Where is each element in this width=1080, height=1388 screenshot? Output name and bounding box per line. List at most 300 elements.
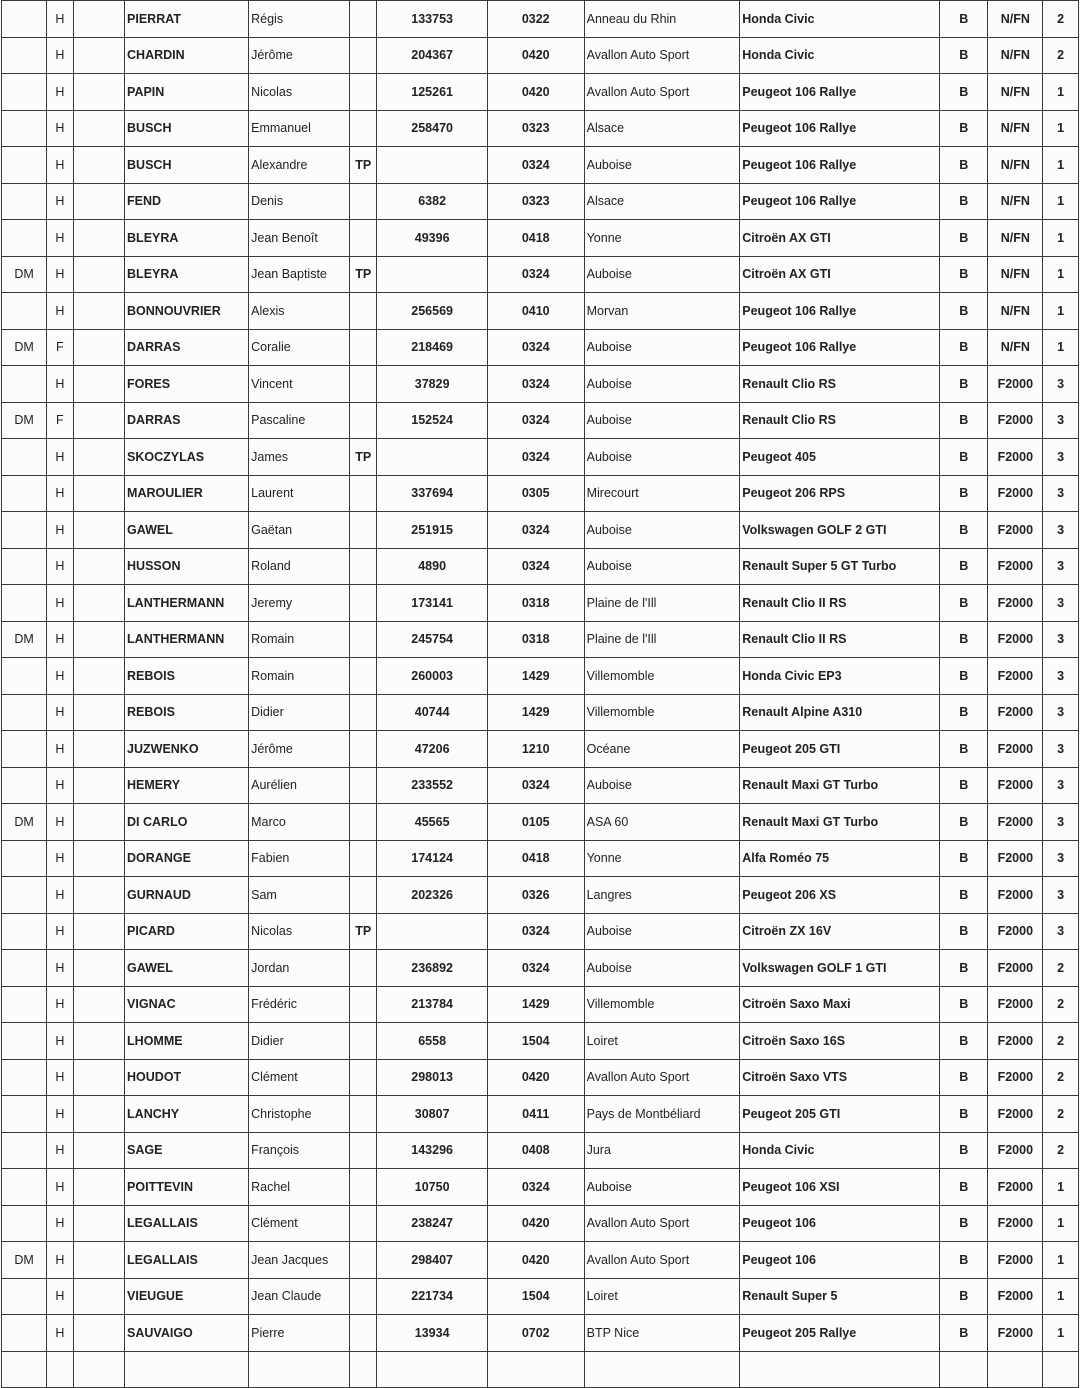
class-cell: 3 (1043, 548, 1079, 585)
last-name-cell: FEND (125, 183, 249, 220)
class-cell: 3 (1043, 402, 1079, 439)
group-cell: N/FN (988, 147, 1043, 184)
asa-name-cell: Océane (584, 731, 740, 768)
dm-cell (2, 913, 47, 950)
table-row (2, 183, 1079, 220)
group-cell: F2000 (988, 1315, 1043, 1352)
asa-name-cell: Auboise (584, 256, 740, 293)
group-cell: F2000 (988, 1242, 1043, 1279)
class-cell: 1 (1043, 1242, 1079, 1279)
class-cell: 2 (1043, 1096, 1079, 1133)
first-name-cell: Marco (249, 804, 350, 841)
asa-name-cell: Yonne (584, 220, 740, 257)
empty-cell (73, 1096, 125, 1133)
asa-name-cell: Auboise (584, 439, 740, 476)
sex-cell: H (47, 877, 73, 914)
tp-cell (350, 37, 377, 74)
class-cell: 3 (1043, 767, 1079, 804)
group-cell: F2000 (988, 621, 1043, 658)
asa-name-cell: Auboise (584, 1169, 740, 1206)
first-name-cell (249, 1351, 350, 1388)
licence-number-cell: 337694 (377, 475, 487, 512)
licence-number-cell: 152524 (377, 402, 487, 439)
car-model-cell: Peugeot 106 Rallye (740, 110, 940, 147)
group-cell: N/FN (988, 110, 1043, 147)
last-name-cell: SAGE (125, 1132, 249, 1169)
licence-number-cell: 233552 (377, 767, 487, 804)
licence-number-cell: 133753 (377, 1, 487, 38)
group-cell: F2000 (988, 1169, 1043, 1206)
empty-cell (73, 329, 125, 366)
group-cell: F2000 (988, 1205, 1043, 1242)
asa-name-cell: Avallon Auto Sport (584, 1242, 740, 1279)
empty-cell (73, 1169, 125, 1206)
licence-number-cell: 47206 (377, 731, 487, 768)
class-cell: 1 (1043, 147, 1079, 184)
dm-cell (2, 366, 47, 403)
asa-code-cell: 0324 (487, 767, 584, 804)
last-name-cell: REBOIS (125, 658, 249, 695)
asa-name-cell: Mirecourt (584, 475, 740, 512)
tp-cell (350, 329, 377, 366)
last-name-cell: LHOMME (125, 1023, 249, 1060)
empty-cell (73, 804, 125, 841)
licence-number-cell: 173141 (377, 585, 487, 622)
empty-cell (73, 658, 125, 695)
last-name-cell: LANTHERMANN (125, 585, 249, 622)
asa-name-cell: Auboise (584, 147, 740, 184)
asa-code-cell: 0324 (487, 329, 584, 366)
licence-number-cell (377, 439, 487, 476)
group-cell: N/FN (988, 329, 1043, 366)
sex-cell: H (47, 293, 73, 330)
tp-cell (350, 402, 377, 439)
licence-number-cell: 40744 (377, 694, 487, 731)
dm-cell (2, 512, 47, 549)
category-cell: B (940, 439, 988, 476)
licence-number-cell: 204367 (377, 37, 487, 74)
asa-name-cell: Pays de Montbéliard (584, 1096, 740, 1133)
asa-name-cell: Yonne (584, 840, 740, 877)
empty-cell (73, 366, 125, 403)
tp-cell (350, 731, 377, 768)
last-name-cell: BLEYRA (125, 220, 249, 257)
table-row (2, 512, 1079, 549)
dm-cell: DM (2, 256, 47, 293)
licence-number-cell: 37829 (377, 366, 487, 403)
licence-number-cell: 258470 (377, 110, 487, 147)
first-name-cell: Régis (249, 1, 350, 38)
group-cell: N/FN (988, 37, 1043, 74)
table-row (2, 986, 1079, 1023)
table-row (2, 1351, 1079, 1388)
car-model-cell: Peugeot 106 XSI (740, 1169, 940, 1206)
last-name-cell: BUSCH (125, 147, 249, 184)
tp-cell (350, 840, 377, 877)
empty-cell (73, 1, 125, 38)
car-model-cell: Renault Alpine A310 (740, 694, 940, 731)
asa-name-cell: Anneau du Rhin (584, 1, 740, 38)
first-name-cell: Didier (249, 694, 350, 731)
tp-cell: TP (350, 913, 377, 950)
category-cell: B (940, 402, 988, 439)
empty-cell (73, 913, 125, 950)
licence-number-cell: 236892 (377, 950, 487, 987)
empty-cell (73, 74, 125, 111)
empty-cell (73, 37, 125, 74)
last-name-cell: HUSSON (125, 548, 249, 585)
group-cell: F2000 (988, 1059, 1043, 1096)
table-row (2, 913, 1079, 950)
dm-cell: DM (2, 621, 47, 658)
category-cell: B (940, 1059, 988, 1096)
first-name-cell: Fabien (249, 840, 350, 877)
category-cell: B (940, 877, 988, 914)
group-cell: F2000 (988, 950, 1043, 987)
dm-cell (2, 1, 47, 38)
car-model-cell: Peugeot 205 Rallye (740, 1315, 940, 1352)
licence-number-cell: 10750 (377, 1169, 487, 1206)
tp-cell: TP (350, 256, 377, 293)
licence-number-cell: 143296 (377, 1132, 487, 1169)
category-cell: B (940, 110, 988, 147)
first-name-cell: Didier (249, 1023, 350, 1060)
first-name-cell: Pierre (249, 1315, 350, 1352)
asa-code-cell: 0420 (487, 1242, 584, 1279)
licence-number-cell: 174124 (377, 840, 487, 877)
dm-cell (2, 585, 47, 622)
sex-cell: F (47, 329, 73, 366)
empty-cell (73, 585, 125, 622)
group-cell: N/FN (988, 74, 1043, 111)
asa-code-cell: 0324 (487, 548, 584, 585)
dm-cell (2, 293, 47, 330)
dm-cell: DM (2, 1242, 47, 1279)
asa-code-cell: 0326 (487, 877, 584, 914)
last-name-cell: DARRAS (125, 329, 249, 366)
licence-number-cell: 125261 (377, 74, 487, 111)
category-cell: B (940, 475, 988, 512)
dm-cell (2, 1096, 47, 1133)
table-row (2, 840, 1079, 877)
asa-code-cell: 0418 (487, 220, 584, 257)
dm-cell (2, 1059, 47, 1096)
car-model-cell: Citroën AX GTI (740, 220, 940, 257)
sex-cell: H (47, 694, 73, 731)
table-row (2, 1242, 1079, 1279)
empty-cell (73, 950, 125, 987)
class-cell (1043, 1351, 1079, 1388)
group-cell: F2000 (988, 548, 1043, 585)
asa-code-cell: 0411 (487, 1096, 584, 1133)
class-cell: 2 (1043, 1023, 1079, 1060)
table-row (2, 293, 1079, 330)
category-cell: B (940, 1205, 988, 1242)
dm-cell (2, 1351, 47, 1388)
first-name-cell: Jean Claude (249, 1278, 350, 1315)
car-model-cell: Renault Super 5 (740, 1278, 940, 1315)
licence-number-cell (377, 913, 487, 950)
table-row (2, 439, 1079, 476)
table-body (2, 1, 1079, 1388)
class-cell: 1 (1043, 74, 1079, 111)
category-cell: B (940, 913, 988, 950)
asa-name-cell: ASA 60 (584, 804, 740, 841)
class-cell: 2 (1043, 1059, 1079, 1096)
licence-number-cell: 13934 (377, 1315, 487, 1352)
first-name-cell: Rachel (249, 1169, 350, 1206)
licence-number-cell: 251915 (377, 512, 487, 549)
category-cell: B (940, 767, 988, 804)
dm-cell (2, 37, 47, 74)
last-name-cell: SKOCZYLAS (125, 439, 249, 476)
table-row (2, 74, 1079, 111)
licence-number-cell: 245754 (377, 621, 487, 658)
asa-name-cell: Auboise (584, 329, 740, 366)
category-cell: B (940, 804, 988, 841)
first-name-cell: Emmanuel (249, 110, 350, 147)
group-cell: F2000 (988, 658, 1043, 695)
table-row (2, 329, 1079, 366)
class-cell: 1 (1043, 110, 1079, 147)
category-cell: B (940, 147, 988, 184)
asa-name-cell: Jura (584, 1132, 740, 1169)
entry-list-table (1, 0, 1079, 1388)
last-name-cell: DARRAS (125, 402, 249, 439)
sex-cell: H (47, 1132, 73, 1169)
class-cell: 2 (1043, 37, 1079, 74)
asa-name-cell: Villemomble (584, 694, 740, 731)
group-cell: F2000 (988, 366, 1043, 403)
sex-cell: H (47, 1169, 73, 1206)
class-cell: 3 (1043, 804, 1079, 841)
car-model-cell: Renault Super 5 GT Turbo (740, 548, 940, 585)
dm-cell (2, 1205, 47, 1242)
asa-name-cell: Plaine de l'Ill (584, 585, 740, 622)
asa-name-cell: Plaine de l'Ill (584, 621, 740, 658)
licence-number-cell: 221734 (377, 1278, 487, 1315)
tp-cell (350, 548, 377, 585)
last-name-cell (125, 1351, 249, 1388)
licence-number-cell: 213784 (377, 986, 487, 1023)
sex-cell: H (47, 1278, 73, 1315)
asa-name-cell: Auboise (584, 913, 740, 950)
dm-cell: DM (2, 804, 47, 841)
tp-cell (350, 694, 377, 731)
category-cell: B (940, 1096, 988, 1133)
asa-name-cell (584, 1351, 740, 1388)
group-cell: F2000 (988, 731, 1043, 768)
category-cell: B (940, 731, 988, 768)
sex-cell: H (47, 1059, 73, 1096)
dm-cell (2, 840, 47, 877)
asa-code-cell: 0408 (487, 1132, 584, 1169)
sex-cell: H (47, 256, 73, 293)
table-row (2, 366, 1079, 403)
asa-name-cell: Villemomble (584, 986, 740, 1023)
empty-cell (73, 548, 125, 585)
first-name-cell: Nicolas (249, 74, 350, 111)
dm-cell (2, 147, 47, 184)
category-cell: B (940, 950, 988, 987)
tp-cell (350, 986, 377, 1023)
group-cell: N/FN (988, 220, 1043, 257)
category-cell: B (940, 694, 988, 731)
sex-cell: H (47, 1096, 73, 1133)
car-model-cell: Peugeot 106 (740, 1205, 940, 1242)
first-name-cell: Clément (249, 1059, 350, 1096)
dm-cell (2, 220, 47, 257)
class-cell: 3 (1043, 621, 1079, 658)
empty-cell (73, 694, 125, 731)
asa-name-cell: Auboise (584, 767, 740, 804)
tp-cell (350, 1351, 377, 1388)
table-row (2, 475, 1079, 512)
car-model-cell: Peugeot 205 GTI (740, 731, 940, 768)
tp-cell (350, 475, 377, 512)
asa-code-cell: 1429 (487, 658, 584, 695)
tp-cell (350, 366, 377, 403)
asa-name-cell: Auboise (584, 402, 740, 439)
group-cell: N/FN (988, 1, 1043, 38)
dm-cell (2, 183, 47, 220)
car-model-cell: Renault Clio II RS (740, 585, 940, 622)
car-model-cell: Citroën ZX 16V (740, 913, 940, 950)
last-name-cell: BONNOUVRIER (125, 293, 249, 330)
sex-cell: H (47, 475, 73, 512)
asa-name-cell: Avallon Auto Sport (584, 1205, 740, 1242)
category-cell: B (940, 366, 988, 403)
last-name-cell: VIEUGUE (125, 1278, 249, 1315)
sex-cell: H (47, 37, 73, 74)
sex-cell: H (47, 1023, 73, 1060)
car-model-cell: Citroën Saxo 16S (740, 1023, 940, 1060)
asa-name-cell: Auboise (584, 548, 740, 585)
licence-number-cell: 49396 (377, 220, 487, 257)
asa-name-cell: BTP Nice (584, 1315, 740, 1352)
group-cell: F2000 (988, 840, 1043, 877)
table-row (2, 767, 1079, 804)
tp-cell (350, 621, 377, 658)
class-cell: 3 (1043, 585, 1079, 622)
table-row (2, 658, 1079, 695)
asa-code-cell: 0323 (487, 110, 584, 147)
asa-name-cell: Alsace (584, 110, 740, 147)
tp-cell: TP (350, 439, 377, 476)
asa-code-cell: 0324 (487, 366, 584, 403)
group-cell: F2000 (988, 439, 1043, 476)
category-cell: B (940, 37, 988, 74)
first-name-cell: Jean Benoît (249, 220, 350, 257)
asa-code-cell: 0702 (487, 1315, 584, 1352)
category-cell: B (940, 183, 988, 220)
group-cell: F2000 (988, 767, 1043, 804)
car-model-cell: Peugeot 205 GTI (740, 1096, 940, 1133)
dm-cell (2, 950, 47, 987)
dm-cell (2, 1023, 47, 1060)
tp-cell (350, 1242, 377, 1279)
empty-cell (73, 1315, 125, 1352)
table-row (2, 1059, 1079, 1096)
empty-cell (73, 220, 125, 257)
car-model-cell: Honda Civic EP3 (740, 658, 940, 695)
empty-cell (73, 183, 125, 220)
category-cell: B (940, 220, 988, 257)
first-name-cell: Frédéric (249, 986, 350, 1023)
car-model-cell: Peugeot 106 Rallye (740, 183, 940, 220)
first-name-cell: Pascaline (249, 402, 350, 439)
last-name-cell: DORANGE (125, 840, 249, 877)
class-cell: 3 (1043, 439, 1079, 476)
asa-name-cell: Morvan (584, 293, 740, 330)
asa-code-cell: 0324 (487, 256, 584, 293)
empty-cell (73, 767, 125, 804)
empty-cell (73, 402, 125, 439)
first-name-cell: Roland (249, 548, 350, 585)
table-row (2, 804, 1079, 841)
last-name-cell: PAPIN (125, 74, 249, 111)
car-model-cell: Peugeot 106 Rallye (740, 293, 940, 330)
dm-cell (2, 694, 47, 731)
first-name-cell: Nicolas (249, 913, 350, 950)
dm-cell (2, 731, 47, 768)
last-name-cell: LANCHY (125, 1096, 249, 1133)
last-name-cell: PICARD (125, 913, 249, 950)
last-name-cell: PIERRAT (125, 1, 249, 38)
tp-cell (350, 767, 377, 804)
group-cell: F2000 (988, 1096, 1043, 1133)
asa-code-cell: 0420 (487, 37, 584, 74)
asa-name-cell: Avallon Auto Sport (584, 1059, 740, 1096)
asa-code-cell: 0322 (487, 1, 584, 38)
asa-code-cell: 0420 (487, 74, 584, 111)
sex-cell: H (47, 913, 73, 950)
dm-cell (2, 877, 47, 914)
asa-code-cell: 0324 (487, 913, 584, 950)
group-cell: F2000 (988, 804, 1043, 841)
table-row (2, 1023, 1079, 1060)
asa-name-cell: Villemomble (584, 658, 740, 695)
table-row (2, 1315, 1079, 1352)
sex-cell: H (47, 840, 73, 877)
dm-cell (2, 74, 47, 111)
last-name-cell: CHARDIN (125, 37, 249, 74)
empty-cell (73, 475, 125, 512)
tp-cell (350, 1096, 377, 1133)
table-row (2, 621, 1079, 658)
table-row (2, 1169, 1079, 1206)
car-model-cell: Renault Clio RS (740, 366, 940, 403)
asa-name-cell: Auboise (584, 512, 740, 549)
sex-cell: H (47, 548, 73, 585)
licence-number-cell: 218469 (377, 329, 487, 366)
licence-number-cell: 256569 (377, 293, 487, 330)
category-cell: B (940, 658, 988, 695)
category-cell: B (940, 621, 988, 658)
sex-cell: H (47, 147, 73, 184)
asa-name-cell: Auboise (584, 366, 740, 403)
licence-number-cell: 298407 (377, 1242, 487, 1279)
last-name-cell: VIGNAC (125, 986, 249, 1023)
group-cell: F2000 (988, 877, 1043, 914)
sex-cell: H (47, 767, 73, 804)
asa-code-cell: 0420 (487, 1205, 584, 1242)
table-row (2, 110, 1079, 147)
table-row (2, 1, 1079, 38)
last-name-cell: REBOIS (125, 694, 249, 731)
empty-cell (73, 621, 125, 658)
table-row (2, 1096, 1079, 1133)
